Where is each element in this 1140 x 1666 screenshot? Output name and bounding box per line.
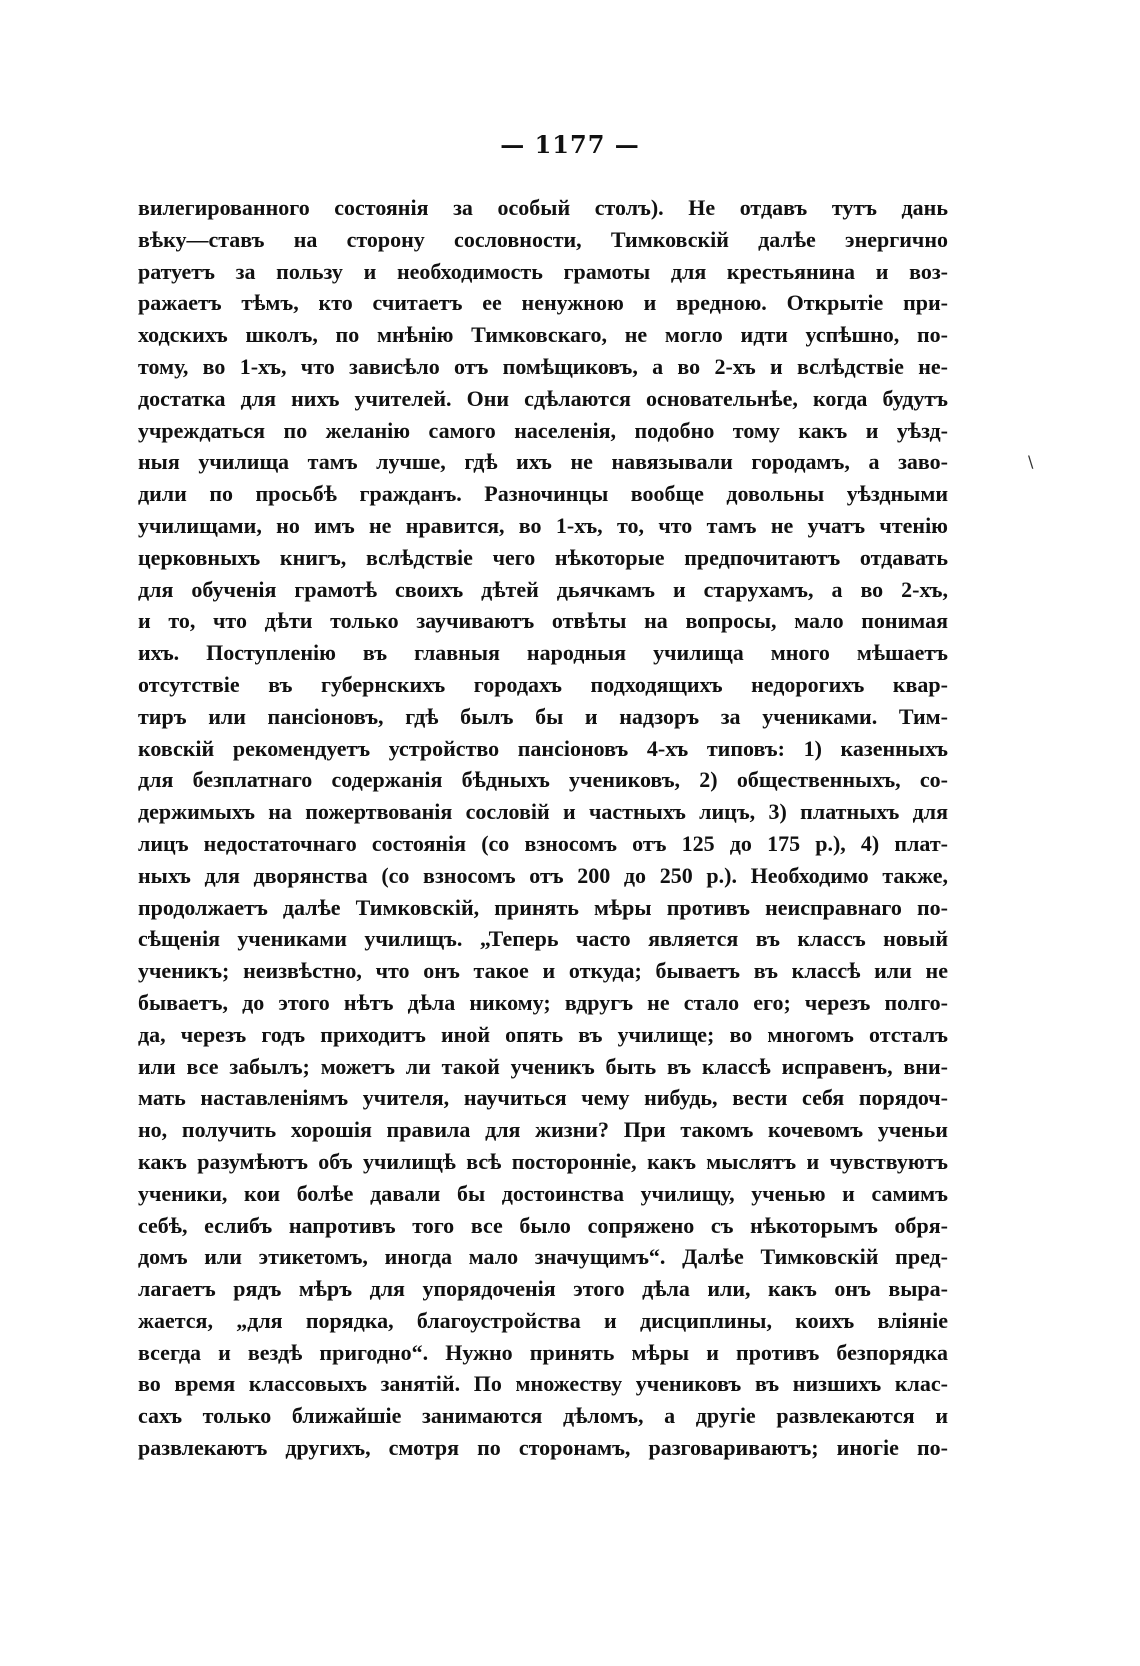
text-line: но, получить хорошія правила для жизни? При такомъ кочевомъ ученьи (138, 1117, 948, 1143)
text-line: ратуетъ за пользу и необходимость грамоты для крестьянина и воз- (138, 258, 948, 284)
text-line: для обученія грамотѣ своихъ дѣтей дьячкамъ и старухамъ, а во 2-хъ, (138, 576, 948, 602)
text-line: ученики, кои болѣе давали бы достоинства училищу, ученью и самимъ (138, 1180, 948, 1206)
text-line: или все забылъ; можетъ ли такой ученикъ быть въ классѣ исправенъ, вни- (138, 1053, 948, 1079)
text-line: ковскій рекомендуетъ устройство пансіоновъ 4-хъ типовъ: 1) казенныхъ (138, 735, 948, 761)
text-line: да, черезъ годъ приходитъ иной опять въ училище; во многомъ отсталъ (138, 1021, 948, 1047)
text-line: всегда и вездѣ пригодно“. Нужно принять мѣры и противъ безпорядка (138, 1339, 948, 1365)
stray-mark: \ (1028, 452, 1034, 471)
text-line: для безплатнаго содержанія бѣдныхъ учениковъ, 2) общественныхъ, со- (138, 767, 948, 793)
text-line: вѣку—ставъ на сторону сословности, Тимковскій далѣе энергично (138, 226, 948, 252)
text-line: себѣ, еслибъ напротивъ того все было сопряжено съ нѣкоторымъ обря- (138, 1212, 948, 1238)
text-line: держимыхъ на пожертвованія сословій и частныхъ лицъ, 3) платныхъ для (138, 799, 948, 825)
text-line: учреждаться по желанію самого населенія, подобно тому какъ и уѣзд- (138, 417, 948, 443)
text-line: вилегированного состоянія за особый столъ). Не отдавъ тутъ дань (138, 195, 948, 220)
text-line: дили по просьбѣ гражданъ. Разночинцы вообще довольны уѣздными (138, 481, 948, 507)
text-line: тому, во 1-хъ, что зависѣло отъ помѣщиковъ, а во 2-хъ и вслѣдствіе не- (138, 353, 948, 379)
text-line: мать наставленіямъ учителя, научиться чему нибудь, вести себя порядоч- (138, 1085, 948, 1111)
text-line: лицъ недостаточнаго состоянія (со взносомъ отъ 125 до 175 р.), 4) плат- (138, 830, 948, 856)
body-text (138, 192, 948, 1464)
text-line: и то, что дѣти только заучиваютъ отвѣты на вопросы, мало понимая (138, 608, 948, 634)
text-line: ходскихъ школъ, по мнѣнію Тимковскаго, не могло идти успѣшно, по- (138, 322, 948, 348)
text-line: ныя училища тамъ лучше, гдѣ ихъ не навязывали городамъ, а заво- (138, 449, 948, 475)
text-line: тиръ или пансіоновъ, гдѣ былъ бы и надзоръ за учениками. Тим- (138, 703, 948, 729)
text-line: отсутствіе въ губернскихъ городахъ подходящихъ недорогихъ квар- (138, 671, 948, 697)
text-line: училищами, но имъ не нравится, во 1-хъ, то, что тамъ не учатъ чтенію (138, 512, 948, 538)
text-line: ражаетъ тѣмъ, кто считаетъ ее ненужною и вредною. Открытіе при- (138, 290, 948, 316)
text-line: лагаетъ рядъ мѣръ для упорядоченія этого дѣла или, какъ онъ выра- (138, 1276, 948, 1302)
text-line: какъ разумѣютъ объ училищѣ всѣ посторонніе, какъ мыслятъ и чувствуютъ (138, 1148, 948, 1174)
text-line: развлекаютъ другихъ, смотря по сторонамъ, разговариваютъ; иногіе по- (138, 1435, 948, 1461)
text-line: сахъ только ближайшіе занимаются дѣломъ, а другіе развлекаются и (138, 1403, 948, 1429)
text-line: ныхъ для дворянства (со взносомъ отъ 200 до 250 р.). Необходимо также, (138, 862, 948, 888)
text-line: во время классовыхъ занятій. По множеству учениковъ въ низшихъ клас- (138, 1371, 948, 1397)
text-line: домъ или этикетомъ, иногда мало значущимъ“. Далѣе Тимковскій пред- (138, 1244, 948, 1270)
text-line: жается, „для порядка, благоустройства и дисциплины, коихъ вліяніе (138, 1307, 948, 1333)
text-line: сѣщенія учениками училищъ. „Теперь часто является въ классъ новый (138, 926, 948, 952)
text-line: ученикъ; неизвѣстно, что онъ такое и откуда; бываетъ въ классѣ или не (138, 958, 948, 984)
text-line: церковныхъ книгъ, вслѣдствіе чего нѣкоторые предпочитаютъ отдавать (138, 544, 948, 570)
page-number: — 1177 — (500, 130, 640, 159)
text-line: достатка для нихъ учителей. Они сдѣлаются основательнѣе, когда будутъ (138, 385, 948, 411)
text-line: продолжаетъ далѣе Тимковскій, принять мѣры противъ неисправнаго по- (138, 894, 948, 920)
text-line: ихъ. Поступленію въ главныя народныя училища много мѣшаетъ (138, 640, 948, 666)
text-line: бываетъ, до этого нѣтъ дѣла никому; вдругъ не стало его; черезъ полго- (138, 989, 948, 1015)
